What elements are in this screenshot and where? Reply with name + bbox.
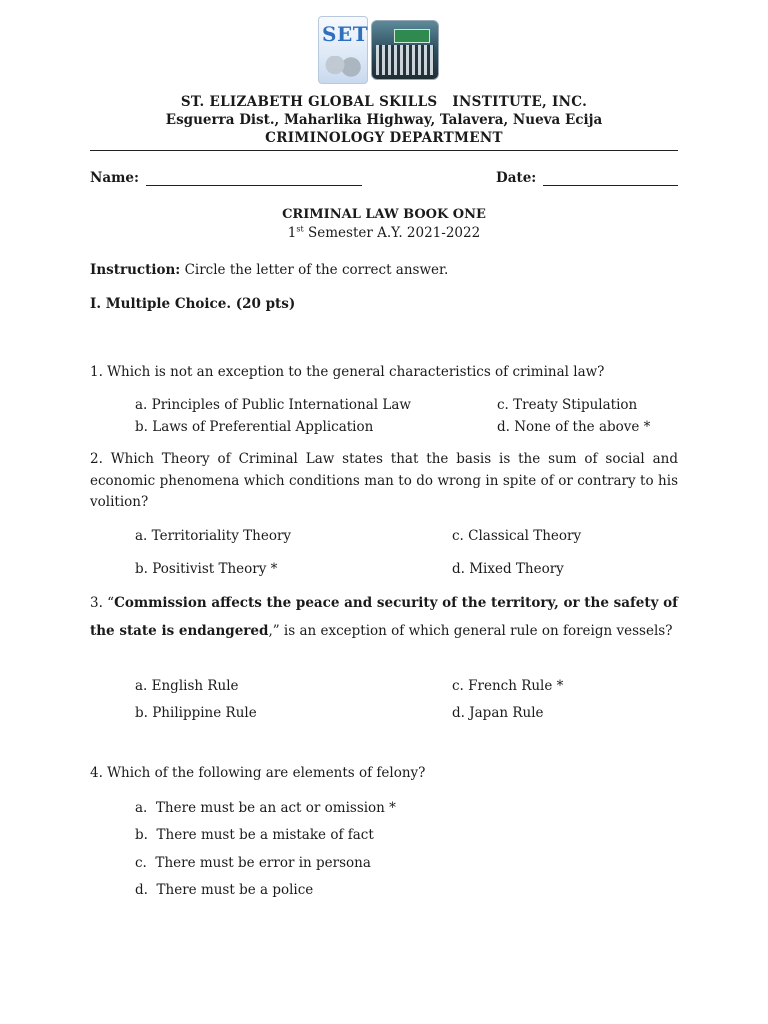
header-divider: [90, 150, 678, 151]
question-1-text: 1. Which is not an exception to the general characteristics of criminal law?: [90, 364, 605, 380]
instruction: [90, 259, 448, 281]
date-blank-line: [543, 185, 678, 186]
q4-choice-b: b. There must be a mistake of fact: [135, 827, 374, 843]
logo-text: SET: [322, 22, 369, 46]
q3-bold-quote: Commission affects the peace and security of the territory, or the safety of the state is endangered: [90, 595, 678, 639]
name-blank-line: [146, 185, 362, 186]
school-logo: [313, 14, 439, 86]
section-title: I. Multiple Choice. (20 pts): [90, 296, 296, 312]
q4-choice-d: d. There must be a police: [135, 882, 314, 898]
logo-facade: [376, 45, 434, 75]
q1-choice-b: b. Laws of Preferential Application: [135, 419, 374, 435]
instruction-label: Instruction:: [90, 262, 181, 278]
question-2-text: 2. Which Theory of Criminal Law states that the basis is the sum of social and economic phenomena which conditions man to do wrong in spite of or contrary to his volition?: [90, 451, 678, 510]
semester-text: Semester A.Y. 2021-2022: [303, 225, 481, 241]
logo-building-image: [371, 20, 439, 80]
q2-choice-c: c. Classical Theory: [452, 528, 582, 544]
question-3-text: [90, 590, 678, 645]
q1-choice-d: d. None of the above *: [497, 419, 651, 435]
semester-line: [0, 225, 768, 241]
q3-choice-b: b. Philippine Rule: [135, 705, 257, 721]
logo-sign: [394, 29, 430, 43]
q3-prefix: 3. “: [90, 595, 115, 611]
q4-choice-c: c. There must be error in persona: [135, 855, 371, 871]
q3-suffix: ,” is an exception of which general rule on foreign vessels?: [268, 622, 673, 639]
instruction-text: Circle the letter of the correct answer.: [180, 262, 449, 278]
q2-choice-b: b. Positivist Theory *: [135, 561, 278, 577]
date-label: Date:: [496, 170, 537, 186]
institution-name: ST. ELIZABETH GLOBAL SKILLS INSTITUTE, INC.: [180, 94, 588, 110]
q4-choice-a: a. There must be an act or omission *: [135, 800, 396, 816]
q3-choice-a: a. English Rule: [135, 678, 239, 694]
question-4-text: 4. Which of the following are elements of felony?: [90, 765, 426, 781]
semester-ordinal: st: [296, 224, 304, 234]
q1-choice-a: a. Principles of Public International Law: [135, 397, 411, 413]
q3-choice-c: c. French Rule *: [452, 678, 564, 694]
q1-choice-c: c. Treaty Stipulation: [497, 397, 638, 413]
name-label: Name:: [90, 170, 139, 186]
q2-choice-d: d. Mixed Theory: [452, 561, 564, 577]
exam-title: CRIMINAL LAW BOOK ONE: [282, 207, 486, 222]
q2-choice-a: a. Territoriality Theory: [135, 528, 292, 544]
q3-choice-d: d. Japan Rule: [452, 705, 544, 721]
logo-figures-image: [323, 56, 363, 78]
institution-address: Esguerra Dist., Maharlika Highway, Talavera, Nueva Ecija: [165, 112, 603, 128]
department-name: CRIMINOLOGY DEPARTMENT: [265, 130, 503, 146]
semester-number: 1: [287, 225, 297, 241]
